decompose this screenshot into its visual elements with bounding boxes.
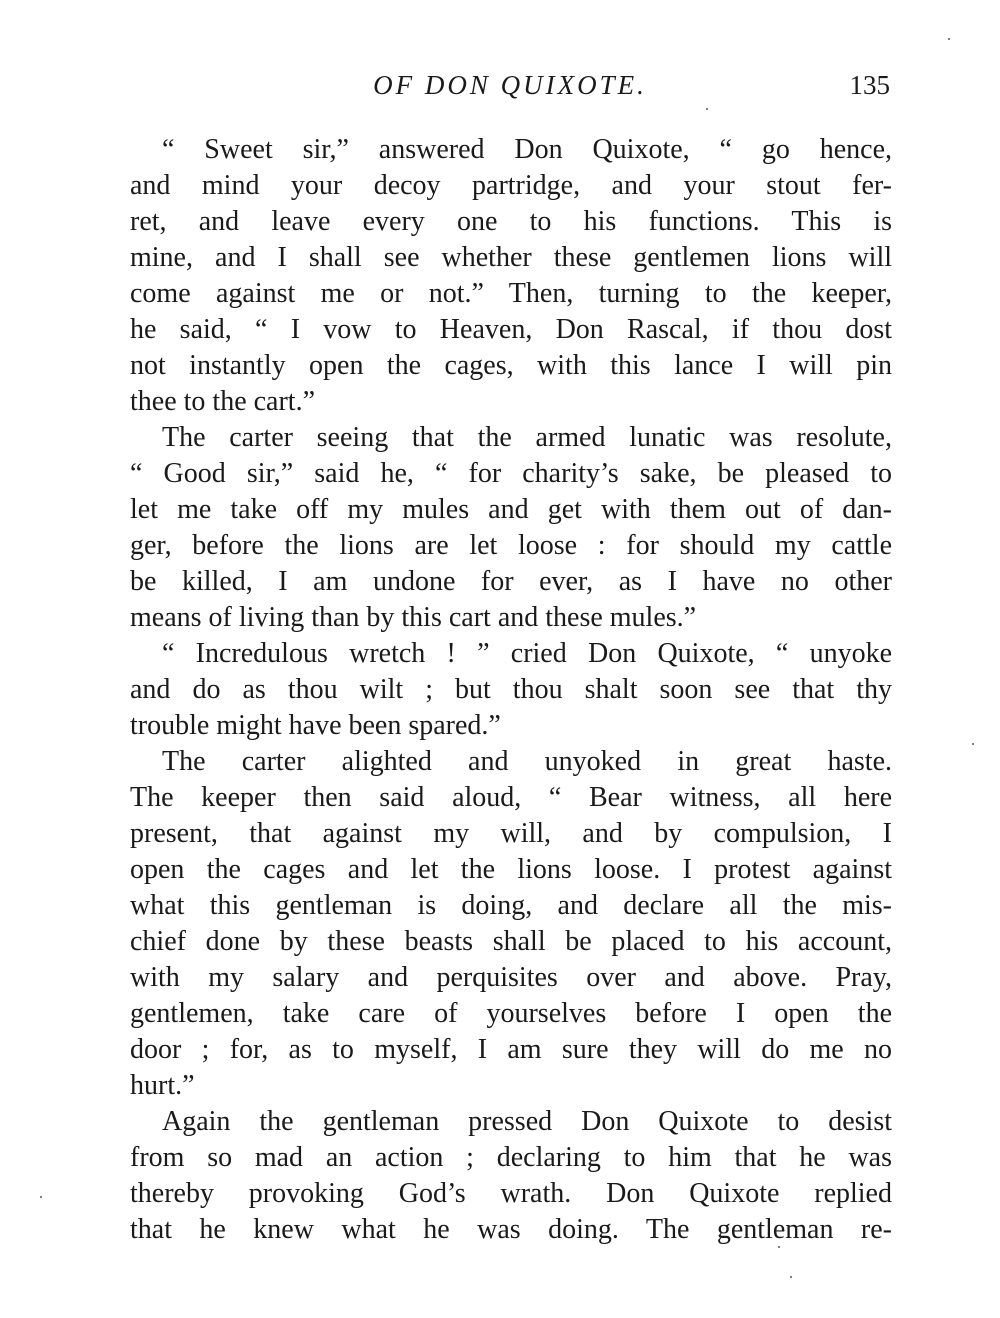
text-line: not instantly open the cages, with this lance I will pin bbox=[130, 350, 892, 381]
text-line: trouble might have been spared.” bbox=[130, 710, 501, 741]
print-speck bbox=[790, 1276, 792, 1278]
print-speck bbox=[778, 1246, 780, 1248]
text-line: Again the gentleman pressed Don Quixote to desist bbox=[162, 1106, 892, 1137]
print-speck bbox=[972, 743, 974, 745]
text-line: hurt.” bbox=[130, 1070, 195, 1101]
text-line: thereby provoking God’s wrath. Don Quixote replied bbox=[130, 1178, 892, 1209]
text-line: thee to the cart.” bbox=[130, 386, 316, 417]
text-line: and do as thou wilt ; but thou shalt soon see that thy bbox=[130, 674, 892, 705]
text-line: that he knew what he was doing. The gentleman re- bbox=[130, 1214, 892, 1245]
text-line: and mind your decoy partridge, and your stout fer- bbox=[130, 170, 892, 201]
text-line: chief done by these beasts shall be placed to his account, bbox=[130, 926, 892, 957]
text-line: open the cages and let the lions loose. I protest against bbox=[130, 854, 892, 885]
text-line: “ Good sir,” said he, “ for charity’s sake, be pleased to bbox=[130, 458, 892, 489]
text-line: present, that against my will, and by compulsion, I bbox=[130, 818, 892, 849]
text-line: means of living than by this cart and these mules.” bbox=[130, 602, 697, 633]
text-line: The carter seeing that the armed lunatic was resolute, bbox=[162, 422, 892, 453]
page-number: 135 bbox=[849, 70, 890, 100]
text-line: gentlemen, take care of yourselves before I open the bbox=[130, 998, 892, 1029]
text-line: from so mad an action ; declaring to him that he was bbox=[130, 1142, 892, 1173]
text-line: The carter alighted and unyoked in great haste. bbox=[162, 746, 892, 777]
print-speck bbox=[706, 108, 708, 110]
text-line: come against me or not.” Then, turning to the keeper, bbox=[130, 278, 892, 309]
text-line: door ; for, as to myself, I am sure they will do me no bbox=[130, 1034, 892, 1065]
running-title: OF DON QUIXOTE. bbox=[373, 70, 647, 100]
text-line: “ Incredulous wretch ! ” cried Don Quixote, “ unyoke bbox=[162, 638, 892, 669]
text-line: ger, before the lions are let loose : for should my cattle bbox=[130, 530, 892, 561]
text-line: “ Sweet sir,” answered Don Quixote, “ go hence, bbox=[162, 134, 892, 165]
text-line: The keeper then said aloud, “ Bear witness, all here bbox=[130, 782, 892, 813]
text-line: what this gentleman is doing, and declare all the mis- bbox=[130, 890, 892, 921]
print-speck bbox=[40, 1196, 42, 1198]
print-speck bbox=[948, 38, 950, 40]
text-line: mine, and I shall see whether these gentlemen lions will bbox=[130, 242, 892, 273]
running-head bbox=[130, 70, 890, 110]
text-line: he said, “ I vow to Heaven, Don Rascal, if thou dost bbox=[130, 314, 892, 345]
text-line: let me take off my mules and get with them out of dan- bbox=[130, 494, 892, 525]
text-line: with my salary and perquisites over and above. Pray, bbox=[130, 962, 892, 993]
body-text bbox=[130, 132, 892, 1248]
text-line: ret, and leave every one to his functions. This is bbox=[130, 206, 892, 237]
text-line: be killed, I am undone for ever, as I have no other bbox=[130, 566, 892, 597]
